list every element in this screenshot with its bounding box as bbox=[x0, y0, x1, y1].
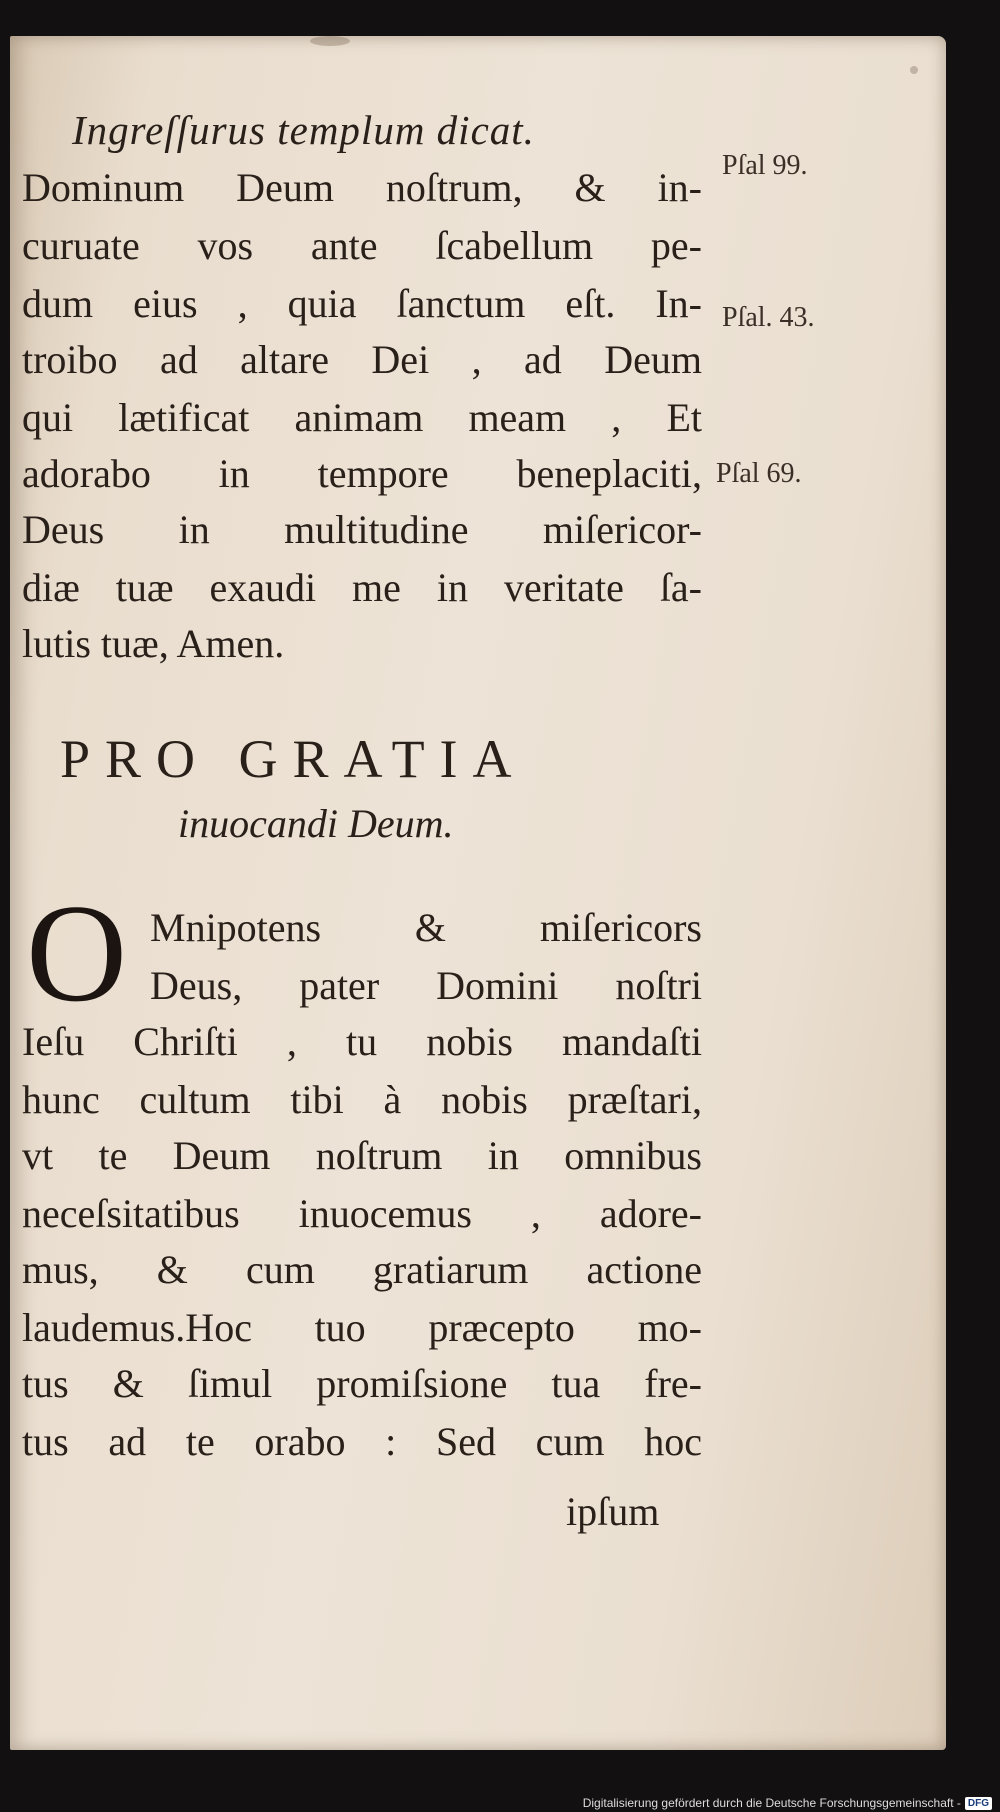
text-line: dum eius , quia ſanctum eſt. In- bbox=[22, 281, 702, 326]
section-heading: PRO GRATIA bbox=[60, 729, 527, 789]
page-stain bbox=[910, 66, 918, 74]
drop-capital: O bbox=[26, 876, 128, 1031]
text-line: laudemus.Hoc tuo præcepto mo- bbox=[22, 1305, 702, 1350]
text-line: Deus in multitudine miſericor- bbox=[22, 507, 702, 552]
text-line: hunc cultum tibi à nobis præſtari, bbox=[22, 1077, 702, 1122]
text-line: mus, & cum gratiarum actione bbox=[22, 1247, 702, 1292]
text-line: Dominum Deum noſtrum, & in- bbox=[22, 165, 702, 210]
catchword: ipſum bbox=[566, 1489, 660, 1534]
margin-note-psalm-99: Pſal 99. bbox=[722, 150, 808, 181]
dfg-logo: DFG bbox=[965, 1797, 992, 1810]
digitization-credit bbox=[583, 1796, 992, 1810]
text-line: vt te Deum noſtrum in omnibus bbox=[22, 1133, 702, 1178]
text-line: troibo ad altare Dei , ad Deum bbox=[22, 337, 702, 382]
text-line: Ieſu Chriſti , tu nobis mandaſti bbox=[22, 1019, 702, 1064]
text-line: neceſsitatibus inuocemus , adore- bbox=[22, 1191, 702, 1236]
text-line: diæ tuæ exaudi me in veritate ſa- bbox=[22, 565, 702, 610]
text-line: Deus, pater Domini noſtri bbox=[150, 963, 702, 1008]
text-line: lutis tuæ, Amen. bbox=[22, 621, 285, 666]
text-line: adorabo in tempore beneplaciti, bbox=[22, 451, 702, 496]
text-line: tus ad te orabo : Sed cum hoc bbox=[22, 1419, 702, 1464]
text-line: qui lætificat animam meam , Et bbox=[22, 395, 702, 440]
text-line: curuate vos ante ſcabellum pe- bbox=[22, 223, 702, 268]
page-stain bbox=[310, 36, 350, 46]
margin-note-psalm-69: Pſal 69. bbox=[716, 458, 802, 489]
credit-text: Digitalisierung gefördert durch die Deutsche Forschungsgemeinschaft - bbox=[582, 1796, 961, 1810]
text-line: Mnipotens & miſericors bbox=[150, 905, 702, 950]
text-line: tus & ſimul promiſsione tua fre- bbox=[22, 1361, 702, 1406]
running-head: Ingreſſurus templum dicat. bbox=[72, 107, 535, 153]
margin-note-psalm-43: Pſal. 43. bbox=[722, 302, 815, 333]
section-subheading: inuocandi Deum. bbox=[178, 801, 454, 846]
